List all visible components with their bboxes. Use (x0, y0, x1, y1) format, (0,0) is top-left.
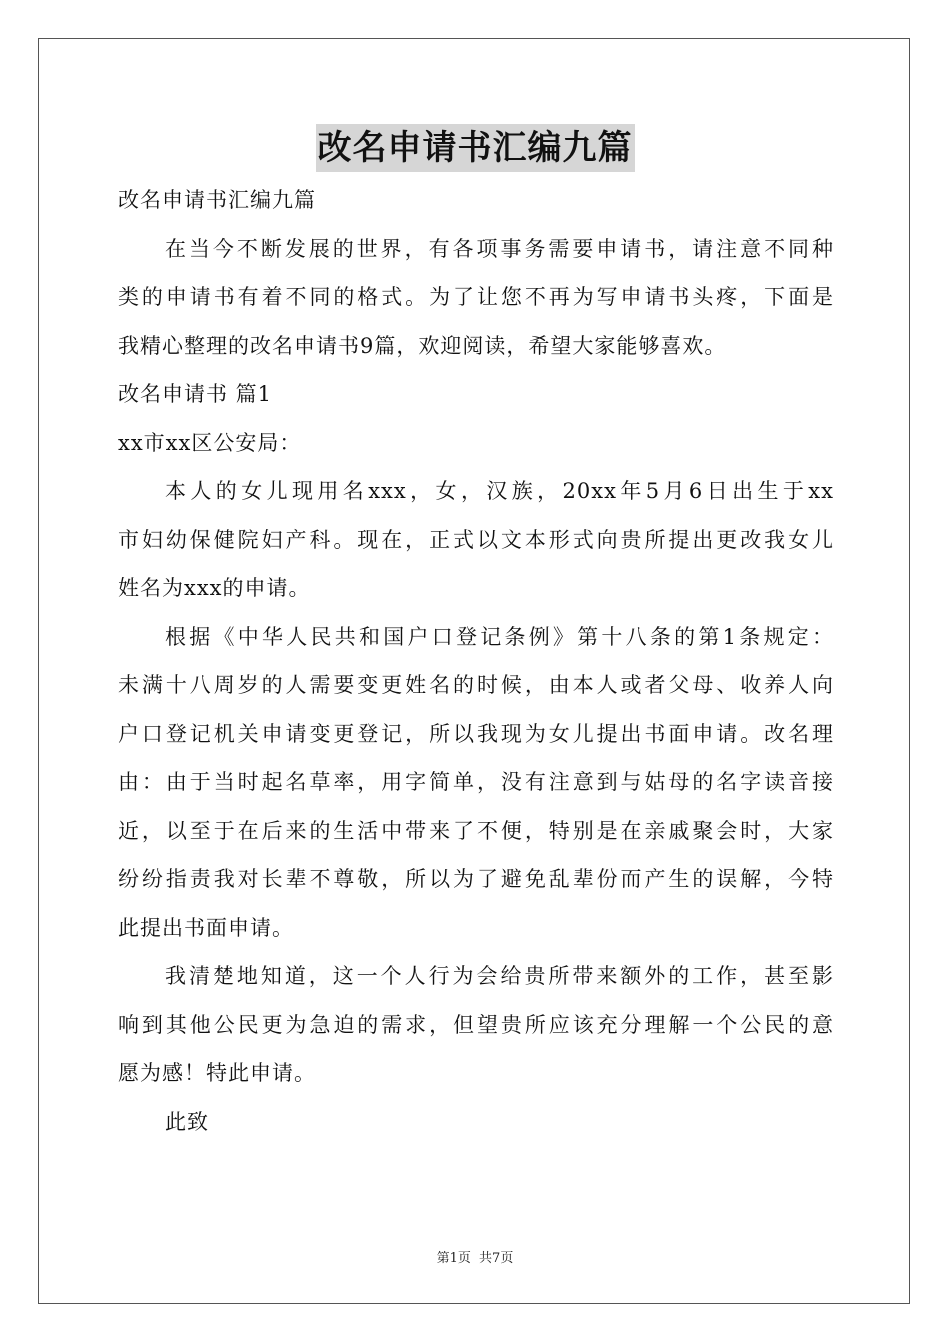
text-line: 我清楚地知道，这一个人行为会给贵所带来额外的工作，甚至影 (165, 964, 834, 988)
text-line: 此提出书面申请。 (118, 915, 294, 940)
text-line: 户口登记机关申请变更登记，所以我现为女儿提出书面申请。改名理 (118, 721, 834, 746)
text-line: 姓名为xxx的申请。 (118, 576, 311, 600)
text-line: 纷纷指责我对长辈不尊敬，所以为了避免乱辈份而产生的误解，今特 (118, 867, 834, 891)
text-line: 改名申请书汇编九篇 (118, 188, 316, 212)
text-line: 近，以至于在后来的生活中带来了不便，特别是在亲戚聚会时，大家 (118, 818, 834, 843)
text-line: 未满十八周岁的人需要变更姓名的时候，由本人或者父母、收养人向 (118, 673, 834, 697)
page-footer: 第1页 共7页 (436, 1251, 514, 1266)
text-line: 此致 (165, 1109, 209, 1134)
text-line: 市妇幼保健院妇产科。现在，正式以文本形式向贵所提出更改我女儿 (118, 527, 834, 552)
text-line: 根据《中华人民共和国户口登记条例》第十八条的第1条规定： (165, 624, 834, 649)
text-line: 我精心整理的改名申请书9篇，欢迎阅读，希望大家能够喜欢。 (118, 333, 727, 358)
text-line: 类的申请书有着不同的格式。为了让您不再为写申请书头疼，下面是 (118, 285, 834, 309)
text-line: 改名申请书 篇1 (118, 382, 273, 406)
text-line: 由：由于当时起名草率，用字简单，没有注意到与姑母的名字读音接 (118, 770, 834, 794)
text-line: xx市xx区公安局： (118, 430, 302, 455)
title-area (0, 124, 950, 172)
text-line: 本人的女儿现用名xxx，女，汉族，20xx年5月6日出生于xx (165, 479, 834, 503)
text-line: 在当今不断发展的世界，有各项事务需要申请书，请注意不同种 (165, 236, 834, 261)
text-line: 响到其他公民更为急迫的需求，但望贵所应该充分理解一个公民的意 (118, 1012, 834, 1037)
document-body (118, 176, 834, 1146)
text-line: 愿为感！特此申请。 (118, 1061, 316, 1085)
document-title: 改名申请书汇编九篇 (316, 124, 635, 172)
